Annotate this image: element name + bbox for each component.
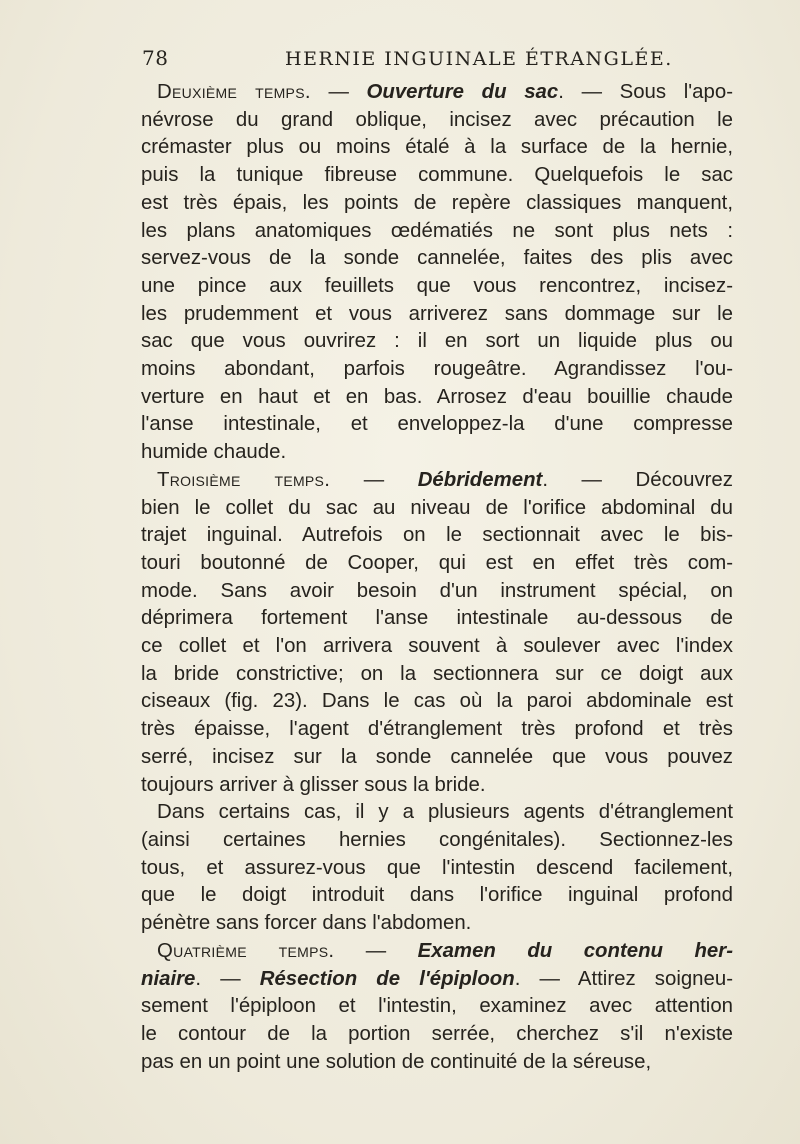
text-run: . — Sous l'apo-	[558, 81, 733, 103]
text-run: Dans certains cas, il y a plusieurs agents d'étranglement	[157, 801, 733, 824]
text-run: servez-vous de la sonde cannelée, faites des plis avec	[141, 247, 733, 270]
text-run: ciseaux (fig. 23). Dans le cas où la paroi abdominale est	[141, 690, 733, 713]
text-line	[141, 495, 733, 523]
section-label: Deuxième temps.	[157, 81, 311, 103]
text-line	[141, 218, 733, 246]
text-run: les plans anatomiques œdématiés ne sont plus nets :	[141, 219, 733, 242]
text-run: la bride constrictive; on la sectionnera sur ce doigt aux	[141, 662, 733, 685]
text-run: une pince aux feuillets que vous rencontrez, incisez-	[141, 274, 733, 297]
text-run: touri boutonné de Cooper, qui est en effet très com-	[141, 551, 733, 574]
text-line	[141, 882, 733, 910]
section-heading: Examen du contenu her-	[417, 939, 733, 962]
text-line	[141, 550, 733, 578]
text-run: moins abondant, parfois rougeâtre. Agrandissez l'ou-	[141, 358, 733, 381]
text-line	[141, 411, 733, 439]
section-heading: Résection de l'épiploon	[259, 967, 515, 990]
text-run: les prudemment et vous arriverez sans dommage sur le	[141, 302, 733, 325]
running-title: HERNIE INGUINALE ÉTRANGLÉE.	[285, 48, 673, 70]
page-number: 78	[142, 46, 169, 70]
text-run: l'anse intestinale, et enveloppez-la d'une compresse	[141, 413, 733, 436]
text-run: humide chaude.	[141, 441, 287, 464]
text-line	[141, 772, 733, 800]
text-run: très épaisse, l'agent d'étranglement très profond et très	[141, 718, 733, 741]
text-run: crémaster plus ou moins étalé à la surface de la hernie,	[141, 136, 733, 159]
text-line	[141, 328, 733, 356]
text-line	[141, 134, 733, 162]
text-line	[141, 1021, 733, 1049]
section-heading: niaire	[141, 967, 196, 990]
text-line	[141, 799, 733, 827]
text-line	[141, 688, 733, 716]
text-line	[141, 245, 733, 273]
section-heading: Ouverture du sac	[366, 81, 559, 103]
text-line	[141, 467, 733, 495]
text-run: —	[330, 468, 418, 491]
text-run: que le doigt introduit dans l'orifice inguinal profond	[141, 884, 733, 907]
text-run: trajet inguinal. Autrefois on le sectionnait avec le bis-	[141, 524, 733, 547]
text-run: le contour de la portion serrée, cherchez s'il n'existe	[141, 1022, 733, 1045]
text-line	[141, 744, 733, 772]
text-run: sement l'épiploon et l'intestin, examinez avec attention	[141, 995, 733, 1018]
text-run: névrose du grand oblique, incisez avec précaution le	[141, 108, 733, 131]
section-label: Troisième temps.	[157, 468, 331, 491]
text-line	[141, 1049, 733, 1077]
text-line	[141, 661, 733, 689]
text-run: toujours arriver à glisser sous la bride.	[141, 773, 486, 796]
text-line	[141, 993, 733, 1021]
text-line	[141, 827, 733, 855]
paragraph	[141, 79, 733, 467]
text-run: pénètre sans forcer dans l'abdomen.	[141, 912, 472, 935]
text-run: verture en haut et en bas. Arrosez d'eau bouillie chaude	[141, 385, 733, 408]
text-line	[141, 79, 733, 107]
text-line	[141, 938, 733, 966]
text-line	[141, 190, 733, 218]
paragraph	[141, 938, 733, 1077]
paragraph	[141, 799, 733, 938]
text-run: déprimera fortement l'anse intestinale au-dessous de	[141, 607, 733, 630]
text-line	[141, 633, 733, 661]
text-line	[141, 578, 733, 606]
text-line	[141, 384, 733, 412]
page-header	[110, 40, 710, 80]
text-run: . — Découvrez	[542, 468, 733, 491]
text-run: sac que vous ouvrirez : il en sort un liquide plus ou	[141, 330, 733, 353]
text-run: —	[334, 939, 418, 962]
text-run: —	[310, 81, 367, 103]
text-line	[141, 716, 733, 744]
text-run: pas en un point une solution de continuité de la séreuse,	[141, 1050, 652, 1073]
text-run: mode. Sans avoir besoin d'un instrument spécial, on	[141, 579, 733, 602]
text-line	[141, 301, 733, 329]
text-line	[141, 910, 733, 938]
paragraph	[141, 467, 733, 799]
text-line	[141, 162, 733, 190]
text-line	[141, 605, 733, 633]
text-run: bien le collet du sac au niveau de l'orifice abdominal du	[141, 496, 733, 519]
text-line	[141, 966, 733, 994]
text-line	[141, 107, 733, 135]
text-run: puis la tunique fibreuse commune. Quelquefois le sac	[141, 164, 733, 187]
text-run: tous, et assurez-vous que l'intestin descend facilement,	[141, 856, 733, 879]
text-line	[141, 439, 733, 467]
text-run: . — Attirez soigneu-	[514, 967, 733, 990]
text-line	[141, 273, 733, 301]
text-run: . —	[195, 967, 260, 990]
text-run: ce collet et l'on arrivera souvent à soulever avec l'index	[141, 635, 733, 658]
section-label: Quatrième temps.	[157, 939, 335, 962]
body-text	[141, 79, 733, 1076]
section-heading: Débridement	[417, 468, 543, 491]
text-run: serré, incisez sur la sonde cannelée que vous pouvez	[141, 745, 733, 768]
text-line	[141, 356, 733, 384]
text-line	[141, 522, 733, 550]
text-run: (ainsi certaines hernies congénitales). Sectionnez-les	[141, 828, 733, 851]
text-line	[141, 855, 733, 883]
text-run: est très épais, les points de repère classiques manquent,	[141, 191, 733, 214]
